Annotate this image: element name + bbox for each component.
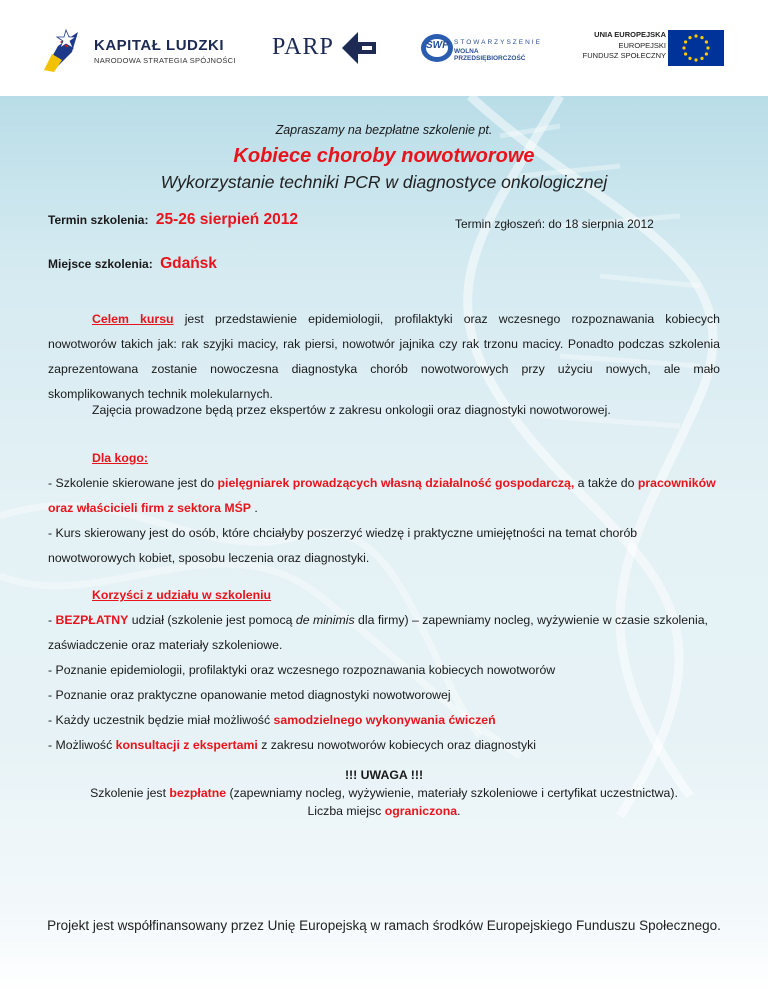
parp-emblem-icon <box>342 32 376 64</box>
benefit-item: - Poznanie epidemiologii, profilaktyki oraz wczesnego rozpoznawania kobiecych nowotworów <box>48 663 556 677</box>
training-date <box>48 208 298 232</box>
swp-logo <box>420 28 550 68</box>
kapital-ludzki-logo <box>38 24 248 74</box>
benefit-item: - Możliwość konsultacji z ekspertami z zakresu nowotworów kobiecych oraz diagnostyki <box>48 738 536 752</box>
intro-text: Zapraszamy na bezpłatne szkolenie pt. <box>275 123 493 137</box>
swp-line2: WOLNA PRZEDSIĘBIORCZOŚĆ <box>454 48 526 62</box>
target-audience-title: Dla kogo: <box>92 451 149 465</box>
eu-logo <box>560 28 730 68</box>
eu-line3: FUNDUSZ SPOŁECZNY <box>582 51 666 60</box>
kapital-subtitle: NARODOWA STRATEGIA SPÓJNOŚCI <box>94 56 236 65</box>
benefit-item: - BEZPŁATNY udział (szkolenie jest pomocą de minimis dla firmy) – zapewniamy nocleg, wyżywienie w czasie szkolenia, zaświadczenie oraz materiały szkoleniowe. <box>48 613 708 652</box>
benefit-item: - Każdy uczestnik będzie miał możliwość samodzielnego wykonywania ćwiczeń <box>48 713 496 727</box>
kapital-ludzki-emblem-icon <box>38 24 92 74</box>
eu-flag-icon <box>668 30 724 66</box>
logo-header <box>0 0 768 96</box>
training-place-label: Miejsce szkolenia: <box>48 257 153 271</box>
description-text: jest przedstawienie epidemiologii, profilaktyki oraz wczesnego rozpoznawania kobiecych nowotworów takich jak: rak szyjki macicy, rak piersi, nowotwór jajnika czy rak trzonu macicy. Ponadto podczas szkolenia zaprezentowana zostanie nowoczesna diagnostyka chorób nowotworowych przy użyciu nowych, ale mało skomplikowanych technik molekularnych. <box>48 312 720 401</box>
footer-funding-note: Projekt jest współfinansowany przez Unię Europejską w ramach środków Europejskiego Funduszu Społecznego. <box>47 918 721 933</box>
training-place-value: Gdańsk <box>160 255 217 272</box>
registration-deadline: Termin zgłoszeń: do 18 sierpnia 2012 <box>455 217 654 231</box>
eu-line2: EUROPEJSKI <box>618 41 666 50</box>
course-description-second: Zajęcia prowadzone będą przez ekspertów z zakresu onkologii oraz diagnostyki nowotworowej. <box>92 403 611 417</box>
course-title: Kobiece choroby nowotworowe <box>233 145 535 167</box>
course-description <box>48 307 720 407</box>
benefits-title: Korzyści z udziału w szkoleniu <box>92 588 272 602</box>
notice-line: Szkolenie jest bezpłatne (zapewniamy nocleg, wyżywienie, materiały szkoleniowe i certyfikat uczestnictwa). <box>90 786 678 800</box>
training-date-value: 25-26 sierpień 2012 <box>155 211 299 228</box>
swp-abbr: SWP <box>426 40 449 51</box>
notice-block <box>0 766 768 820</box>
parp-logo <box>272 30 387 66</box>
kapital-title: KAPITAŁ LUDZKI <box>94 37 225 54</box>
notice-line: Liczba miejsc ograniczona. <box>307 804 461 818</box>
parp-text: PARP <box>272 34 334 60</box>
target-audience-item: - Kurs skierowany jest do osób, które chciałyby poszerzyć wiedzę i praktyczne umiejętności na temat chorób nowotworowych kobiet, sposobu leczenia oraz diagnostyki. <box>48 526 638 565</box>
course-subtitle: Wykorzystanie techniki PCR w diagnostyce onkologicznej <box>160 172 608 192</box>
description-lead: Celem kursu <box>92 312 174 326</box>
benefit-item: - Poznanie oraz praktyczne opanowanie metod diagnostyki nowotworowej <box>48 688 451 702</box>
swp-line1: STOWARZYSZENIE <box>454 39 542 46</box>
eu-line1: UNIA EUROPEJSKA <box>594 30 666 39</box>
benefits-section <box>48 583 728 758</box>
target-audience-section <box>48 446 728 571</box>
training-place <box>48 252 217 276</box>
notice-heading: !!! UWAGA !!! <box>344 768 424 782</box>
training-date-label: Termin szkolenia: <box>48 213 149 227</box>
target-audience-item: - Szkolenie skierowane jest do pielęgniarek prowadzących własną działalność gospodarczą, a także do pracowników oraz właścicieli firm z sektora MŚP . <box>48 476 716 515</box>
